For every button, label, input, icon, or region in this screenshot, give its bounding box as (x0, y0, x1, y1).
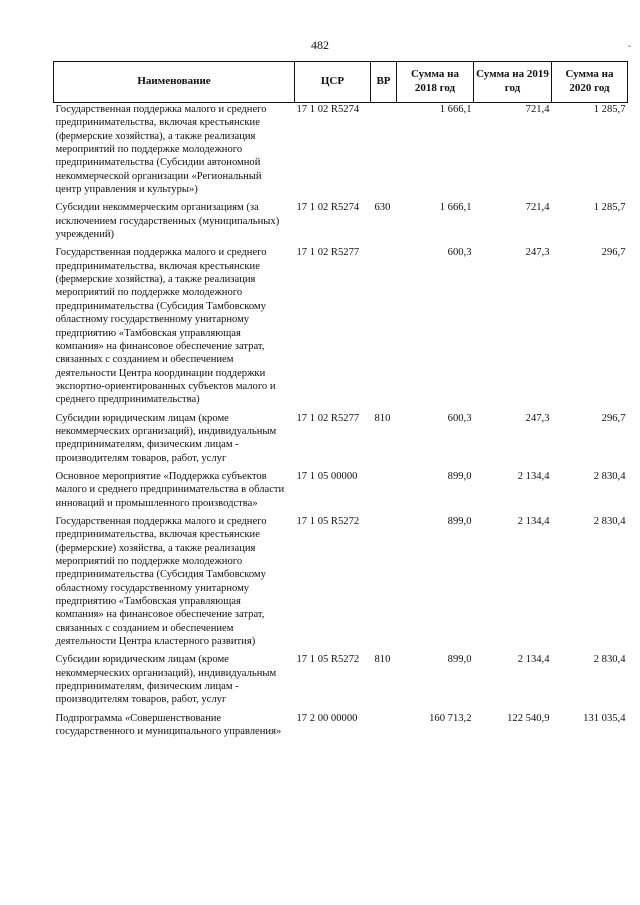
row-name: Субсидии некоммерческим организациям (за исключением государственных (муниципальных) учреждений) (55, 202, 280, 241)
row-sum-2020: 1 285,7 (593, 202, 626, 214)
row-sum-2018: 600,3 (447, 412, 472, 424)
row-sum-2019: 122 540,9 (507, 712, 550, 724)
table-row (54, 653, 628, 711)
row-csr: 17 1 02 R5277 (296, 247, 360, 259)
table-header-row (54, 62, 628, 103)
row-vr: 810 (374, 412, 391, 424)
row-sum-2019: 2 134,4 (517, 654, 550, 666)
row-sum-2019: 247,3 (525, 412, 550, 424)
page-number: 482 (311, 38, 329, 52)
row-vr (371, 515, 397, 653)
header-sum-2019: Сумма на 2019 год (474, 62, 552, 103)
row-sum-2018: 899,0 (447, 654, 472, 666)
row-vr: 630 (374, 202, 391, 214)
row-vr (371, 103, 397, 202)
header-sum-2018: Сумма на 2018 год (397, 62, 474, 103)
row-name: Субсидии юридическим лицам (кроме некоммерческих организаций), индивидуальным предпринимателям, физическим лицам - производителям товаров, работ, услуг (55, 412, 277, 464)
row-sum-2020: 2 830,4 (593, 470, 626, 482)
row-sum-2018: 600,3 (447, 247, 472, 259)
table-row (54, 515, 628, 653)
header-vr: ВР (371, 62, 397, 103)
row-csr: 17 2 00 00000 (296, 712, 358, 724)
row-vr (371, 470, 397, 515)
budget-table (53, 61, 628, 743)
header-name: Наименование (54, 62, 295, 103)
row-vr (371, 246, 397, 411)
row-sum-2019: 2 134,4 (517, 515, 550, 527)
row-sum-2020: 296,7 (601, 412, 626, 424)
row-csr: 17 1 02 R5277 (296, 412, 360, 424)
row-csr: 17 1 05 R5272 (296, 654, 360, 666)
row-sum-2020: 296,7 (601, 247, 626, 259)
row-csr: 17 1 05 R5272 (296, 515, 360, 527)
row-vr: 810 (374, 654, 391, 666)
table-row (54, 412, 628, 470)
row-sum-2018: 899,0 (447, 470, 472, 482)
table-row (54, 246, 628, 411)
row-name: Государственная поддержка малого и среднего предпринимательства, включая крестьянские (фермерские) хозяйства, а также реализация мероприятий по поддержке молодежного предпринимательства (Субсидия Тамбовскому областному государственному унитарному предприятию «Тамбовская управляющая компания» на финансовое обеспечение затрат, связанных с созданием и обеспечением деятельности Центра кластерного развития) (55, 515, 267, 648)
row-sum-2018: 1 666,1 (439, 202, 472, 214)
table-row (54, 712, 628, 744)
row-vr (371, 712, 397, 744)
row-name: Подпрограмма «Совершенствование государственного и муниципального управления» (55, 712, 282, 738)
row-name: Основное мероприятие «Поддержка субъектов малого и среднего предпринимательства в области инноваций и промышленного производства» (55, 470, 285, 509)
table-row (54, 103, 628, 202)
row-sum-2018: 899,0 (447, 515, 472, 527)
row-sum-2020: 2 830,4 (593, 654, 626, 666)
row-name: Государственная поддержка малого и среднего предпринимательства, включая крестьянские (фермерские хозяйства), а также реализация мероприятий по поддержке молодежного предпринимательства (Субсидия Тамбовскому областному государственному унитарному предприятию «Тамбовская управляющая компания» на финансовое обеспечение затрат, связанных с созданием и обеспечением деятельности Центра координации поддержки экспортно-ориентированных субъектов малого и среднего предпринимательства) (55, 247, 276, 406)
row-sum-2020: 131 035,4 (583, 712, 626, 724)
row-sum-2020: 2 830,4 (593, 515, 626, 527)
row-sum-2018: 1 666,1 (439, 104, 472, 115)
row-sum-2019: 247,3 (525, 247, 550, 259)
header-csr: ЦСР (295, 62, 371, 103)
row-csr: 17 1 02 R5274 (296, 104, 360, 115)
row-sum-2019: 721,4 (525, 104, 550, 115)
row-sum-2019: 2 134,4 (517, 470, 550, 482)
header-sum-2020: Сумма на 2020 год (552, 62, 628, 103)
row-csr: 17 1 05 00000 (296, 470, 358, 482)
corner-mark: ˆ (628, 44, 631, 54)
row-name: Государственная поддержка малого и среднего предпринимательства, включая крестьянские (фермерские хозяйства), а также реализация мероприятий по поддержке молодежного предпринимательства (Субсидии автономной некоммерческой организации «Региональный центр управления и культуры») (55, 104, 267, 196)
row-name: Субсидии юридическим лицам (кроме некоммерческих организаций), индивидуальным предпринимателям, физическим лицам - производителям товаров, работ, услуг (55, 654, 277, 706)
row-csr: 17 1 02 R5274 (296, 202, 360, 214)
table-row (54, 470, 628, 515)
table-row (54, 201, 628, 246)
row-sum-2018: 160 713,2 (429, 712, 472, 724)
row-sum-2020: 1 285,7 (593, 104, 626, 115)
row-sum-2019: 721,4 (525, 202, 550, 214)
